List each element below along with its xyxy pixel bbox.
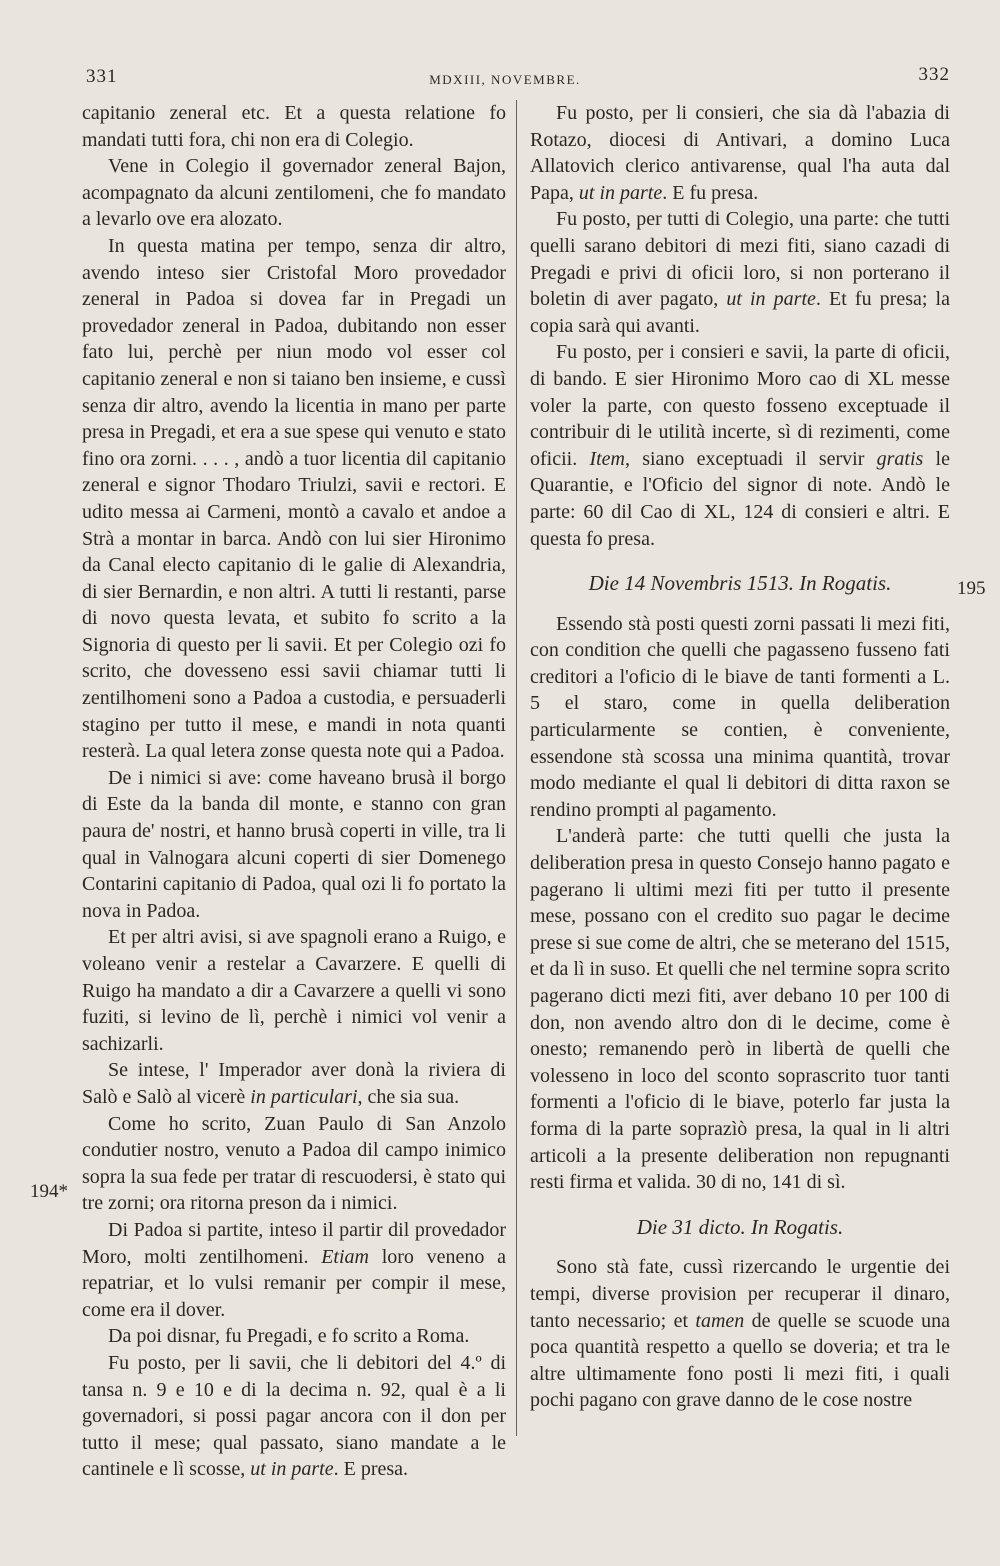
paragraph xyxy=(82,1057,506,1110)
text-run: Sono stà fate, cussì rizercando le urgentie dei tempi, diverse provision per recuperar il dinaro, tanto necessario; et xyxy=(530,1256,950,1332)
text-run: Et per altri avisi, si ave spagnoli erano a Ruigo, e voleano venir a restelar a Cavarzere. E quelli di Ruigo ha mandato a dir a Cavarzere a quelli vi sono fuziti, si levino de lì, perchè i nimici vol venir a sachizarli. xyxy=(82,926,506,1055)
italic-text: ut in parte xyxy=(578,181,663,204)
right-column xyxy=(530,100,950,1414)
text-run: Come ho scrito, Zuan Paulo di San Anzolo condutier nostro, venuto a Padoa dil campo inimico sopra la sua fede per tratar di rescuodersi, è stato qui tre zorni; ora ritorna preson da i nimici. xyxy=(82,1112,506,1215)
page-number-left: 331 xyxy=(86,66,118,87)
italic-text: gratis xyxy=(876,447,924,470)
text-run: Fu posto, per li savii, che li debitori del 4.º di tansa n. 9 e 10 e di la decima n. 92, qual è a li governadori, si possi pagar ancora con il don per tutto il mese; qual passato, siano mandate a le cantinele e lì scosse, xyxy=(82,1351,506,1481)
text-run: In questa matina per tempo, senza dir altro, avendo inteso sier Cristofal Moro provedador zeneral in Padoa si dovea far in Pregadi un provedador zeneral in Padoa, dubitando non esser fato lui, perchè per niun modo vol esser col capitanio zeneral e non si taiano ben insieme, e cussì senza dir altro, avendo la licentia in mano per parte presa in Pregadi, et era a sue spese qui venuto e stato fino ora zorni. . . . , andò a tuor licentia dil capitanio zeneral e signor Thodaro Triulzi, savii e rectori. E udito messa ai Carmeni, montò a cavalo et andoe a Strà a montar in barca. Andò con lui sier Hironimo da Canal electo capitanio di le galie di Alexandria, di sier Bernardin, e non altri. A tutti li restanti, parse di novo questa levata, et subito fo scrito a la Signoria di questo per li savii. Et per Colegio ozi fo scrito, che dovesseno essi savii chiamar tutti li zentilhomeni sono a Padoa a custodia, e persuaderli stagino per tutto il mese, e mandi in nota quanti resterà. La qual letera zonse questa note qui a Padoa. xyxy=(82,234,506,763)
text-run: de quelle se scuode una poca quantità respetto a quello se doveria; et tra le altre ultimamente fono posti li mezi fiti, i quali pochi pagano con grave danno de le cose nostre xyxy=(530,1309,950,1412)
paragraph xyxy=(530,611,950,824)
paragraph xyxy=(530,100,950,206)
section-heading xyxy=(530,1214,950,1241)
text-run: Fu posto, per tutti di Colegio, una parte: che tutti quelli sarano debitori di mezi fiti, siano cazadi di Pregadi e privi di oficii loro, si non porterano il boletin di aver pagato, xyxy=(530,208,950,311)
text-run: Fu posto, per li consieri, che sia dà l'abazia di Rotazo, diocesi di Antivari, a domino Luca Allatovich clerico antivarense, qual l'ha auta dal Papa, xyxy=(530,102,950,204)
column-divider xyxy=(516,100,517,1436)
text-run: Essendo stà posti questi zorni passati li mezi fiti, con condition che quelli che pagasseno fusseno fati creditori a l'oficio di le biave de tanti formenti a L. 5 el staro, come in quella deliberation particularmente se contien, è conveniente, essendone stà scossa una minima quantità, trovar modo mediante el qual li debitori di ditta raxon se rendino prompti al pagamento. xyxy=(530,612,950,821)
paragraph-continuation xyxy=(82,100,506,153)
text-run: capitanio zeneral etc. Et a questa relatione fo mandati tutti fora, chi non era di Colegio. xyxy=(82,102,506,151)
paragraph xyxy=(82,1217,506,1323)
paragraph xyxy=(82,1111,506,1217)
text-run: loro veneno a repatriar, et lo vulsi remanir per compir il mese, come era il dover. xyxy=(82,1245,506,1321)
text-run: le Quarantie, e l'Oficio del signor di note. Andò le parte: 60 dil Cao di XL, 124 di consieri e altri. E questa fo presa. xyxy=(530,447,950,550)
text-run: . E presa. xyxy=(333,1458,409,1481)
text-run: Fu posto, per i consieri e savii, la parte di oficii, di bando. E sier Hironimo Moro cao di XL messe voler la parte, con questo fosseno exceptuade il contribuir di le utilità incerte, sì di rezimenti, come oficii. xyxy=(530,341,950,470)
page-number-right: 332 xyxy=(918,64,950,85)
italic-text: in particulari xyxy=(250,1085,358,1108)
text-run: . Et fu presa; la copia sarà qui avanti. xyxy=(530,288,950,337)
paragraph xyxy=(530,206,950,339)
italic-text: ut in parte xyxy=(250,1458,334,1481)
margin-number-left: 194* xyxy=(30,1181,68,1202)
italic-text: Die 14 Novembris 1513. In Rogatis. xyxy=(588,571,892,596)
text-run: , siano exceptuadi il servir xyxy=(624,447,877,470)
italic-text: Die 31 dicto. In Rogatis. xyxy=(636,1214,844,1239)
text-run: De i nimici si ave: come haveano brusà il borgo di Este da la banda dil monte, e stanno con gran paura de' nostri, et hanno brusà coperti in ville, tra li qual in Valnogara alcuni coperti di sier Domenego Contarini capitanio di Padoa, qual ozi li fo portato la nova in Padoa. xyxy=(82,766,506,922)
text-run: Da poi disnar, fu Pregadi, e fo scrito a Roma. xyxy=(108,1325,470,1348)
text-run: Di Padoa si partite, inteso il partir dil provedador Moro, molti zentilhomeni. xyxy=(82,1218,506,1268)
section-heading xyxy=(530,570,950,597)
left-column xyxy=(82,100,506,1483)
text-run: Se intese, l' Imperador aver donà la riviera di Salò e Salò al vicerè xyxy=(82,1059,506,1108)
paragraph xyxy=(82,924,506,1057)
italic-text: ut in parte xyxy=(726,288,816,311)
text-run: . E fu presa. xyxy=(662,181,759,204)
paragraph xyxy=(82,1323,506,1350)
page-header xyxy=(60,62,950,92)
paragraph xyxy=(82,765,506,925)
running-title: MDXIII, NOVEMBRE. xyxy=(429,72,581,87)
text-run: , che sia sua. xyxy=(357,1085,460,1108)
paragraph xyxy=(530,339,950,552)
text-run: L'anderà parte: che tutti quelli che justa la deliberation presa in questo Consejo hanno pagato e pagerano li ultimi mezi fiti per tutto il presente mese, possano con el credito suo pagar le decime prese si sue come de altri, che se meterano del 1515, et da lì in suso. Et quelli che nel termine sopra scrito pagerano dicti mezi fiti, aver debano 10 per 100 di don, non avendo altro don di le decime, come è onesto; remanendo però in libertà de quelli che volesseno in loco del sconto soprascrito tuor tanti formenti a l'oficio di le biave, poterlo far justa la forma di la parte soprazìò presa, la qual in li altri articoli a la presente deliberation non repugnanti resti firma et valida. 30 di no, 141 di sì. xyxy=(530,825,950,1194)
paragraph xyxy=(530,823,950,1195)
paragraph xyxy=(530,1254,950,1414)
italic-text: Etiam xyxy=(321,1245,369,1268)
italic-text: tamen xyxy=(695,1309,745,1332)
paragraph xyxy=(82,1350,506,1483)
paragraph xyxy=(82,153,506,233)
margin-number-right: 195 xyxy=(957,578,986,599)
paragraph xyxy=(82,233,506,765)
italic-text: Item xyxy=(589,447,625,470)
text-run: Vene in Colegio il governador zeneral Bajon, acompagnato da alcuni zentilomeni, che fo mandato a levarlo ove era alozato. xyxy=(82,155,506,231)
